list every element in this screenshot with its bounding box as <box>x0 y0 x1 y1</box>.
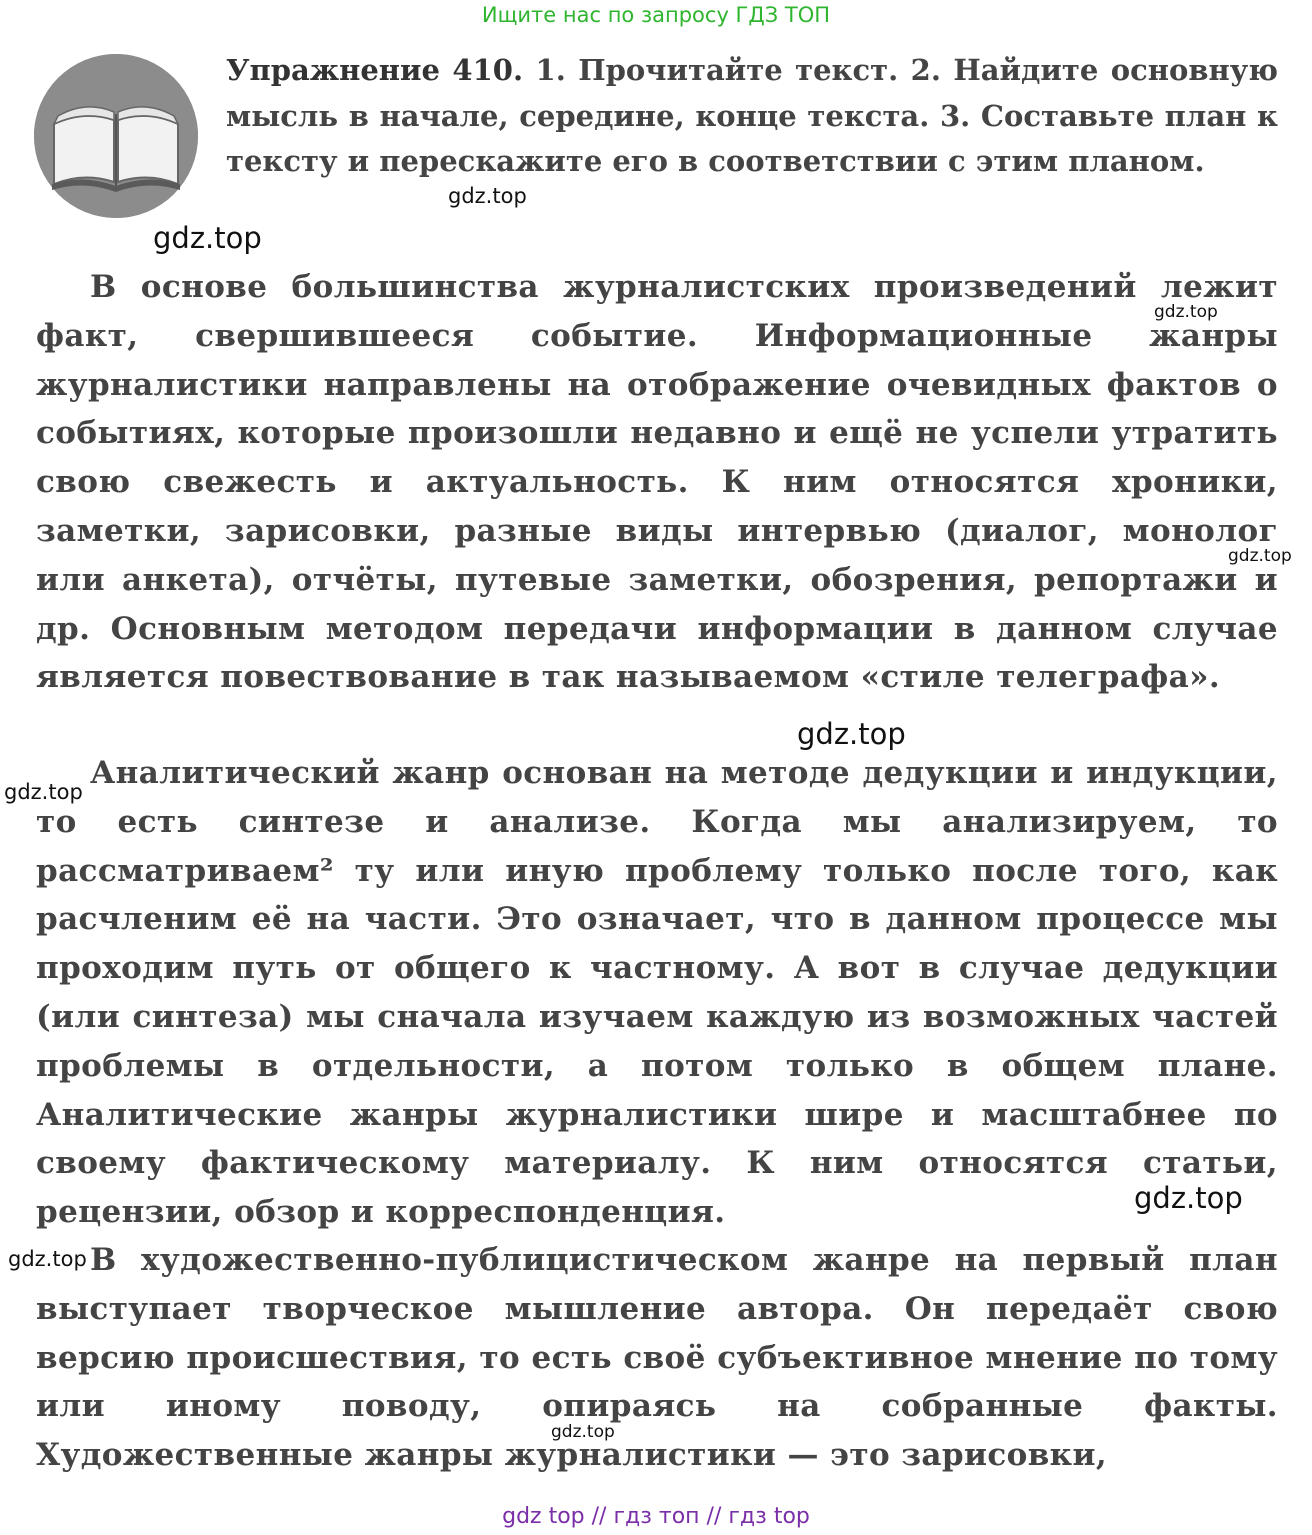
watermark: gdz.top <box>551 1422 615 1442</box>
watermark: gdz.top <box>1154 302 1218 322</box>
watermark: gdz.top <box>8 1247 87 1271</box>
exercise-title: Упражнение 410. <box>226 53 524 87</box>
open-book-icon <box>34 54 198 218</box>
watermark: gdz.top <box>4 780 83 804</box>
footer-links: gdz top // гдз топ // гдз top <box>502 1504 810 1529</box>
watermark: gdz.top <box>797 717 906 751</box>
paragraph-1: В основе большинства журналистских произведений лежит факт, свершившееся событие. Информационные жанры журналистики направлены на отображение очевидных фактов о событиях, которые произошли недавно и ещё не успели утратить свою свежесть и актуальность. К ним относятся хроники, заметки, зарисовки, разные виды интервью (диалог, монолог или анкета), отчёты, путевые заметки, обозрения, репортажи и др. Основным методом передачи информации в данном случае является повествование в так называемом «стиле телеграфа». <box>36 269 1278 696</box>
top-banner: Ищите нас по запросу ГДЗ ТОП <box>481 3 831 27</box>
watermark: gdz.top <box>1228 546 1292 566</box>
paragraph-2: Аналитический жанр основан на методе дедукции и индукции, то есть синтезе и анализе. Когда мы анализируем, то рассматриваем² ту или иную проблему только после того, как расчленим её на части. Это означает, что в данном процессе мы проходим путь от общего к частному. А вот в случае дедукции (или синтеза) мы сначала изучаем каждую из возможных частей проблемы в отдельности, а потом только в общем плане. Аналитические жанры журналистики шире и масштабнее по своему фактическому материалу. К ним относятся статьи, рецензии, обзор и корреспонденция. <box>36 755 1278 1231</box>
watermark: gdz.top <box>448 184 527 208</box>
paragraph-3: В художественно-публицистическом жанре на первый план выступает творческое мышление автора. Он передаёт свою версию происшествия, то есть своё субъективное мнение по тому или иному поводу, опираясь на собранные факты. Художественные жанры журналистики — это зарисовки, <box>36 1242 1278 1474</box>
exercise-instructions: 1. Прочитайте текст. 2. Найдите основную мысль в начале, середине, конце текста. 3. Составьте план к тексту и перескажите его в соответствии с этим планом. <box>226 53 1279 178</box>
watermark: gdz.top <box>1134 1181 1243 1215</box>
exercise-task <box>226 48 1278 185</box>
watermark: gdz.top <box>153 221 262 255</box>
